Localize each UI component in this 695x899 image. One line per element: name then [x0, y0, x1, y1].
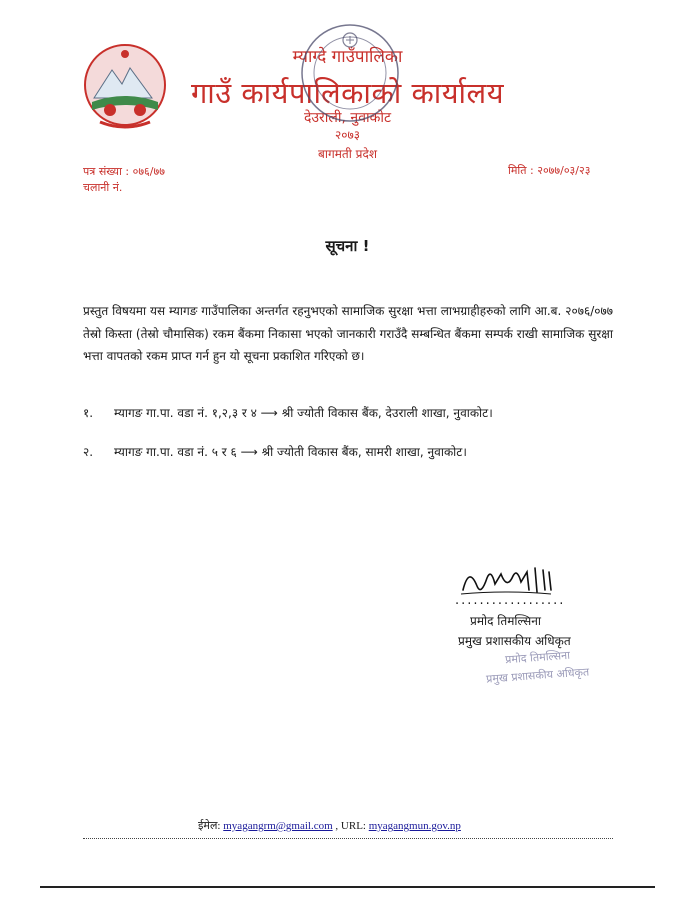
stamp-name: प्रमोद तिमल्सिना — [504, 648, 571, 667]
footer-divider — [83, 838, 613, 839]
notice-title: सूचना ! — [325, 237, 370, 255]
notice-body: प्रस्तुत विषयमा यस म्यागङ गाउँपालिका अन्तर्गत रहनुभएको सामाजिक सुरक्षा भत्ता लाभग्राहीहरुको लागि आ.ब. २०७६/०७७ तेस्रो किस्ता (तेस्रो चौमासिक) रकम बैंकमा निकासा भएको जानकारी गराउँदै सम्बन्धित बैंकमा सम्पर्क राखी सामाजिक सुरक्षा भत्ता वापतको रकम प्राप्त गर्न हुन यो सूचना प्रकाशित गरिएको छ। — [83, 304, 613, 363]
item-number: १. — [83, 406, 94, 420]
bank-info: श्री ज्योती विकास बैंक, सामरी शाखा, — [261, 445, 424, 459]
arrow-icon: ⟶ — [240, 445, 262, 459]
municipality-name: म्याग्दे गाउँपालिका — [292, 47, 403, 67]
dispatch-number: चलानी नं. — [83, 181, 123, 194]
page-bottom-rule — [40, 886, 655, 888]
website-link[interactable]: myagangmun.gov.np — [368, 820, 461, 832]
ward-info: म्यागङ गा.पा. वडा नं. ५ र ६ — [114, 445, 237, 459]
email-link[interactable]: myagangrm@gmail.com — [223, 820, 333, 832]
footer-contact — [198, 818, 461, 833]
signature-line: .................. — [455, 593, 566, 608]
list-item — [83, 402, 613, 424]
stamp-title: प्रमुख प्रशासकीय अधिकृत — [485, 665, 590, 686]
province-name: बागमती प्रदेश — [317, 147, 377, 161]
url-label: , URL: — [335, 820, 366, 832]
email-label: ईमेल: — [198, 820, 221, 832]
office-name: गाउँ कार्यपालिकाको कार्यालय — [190, 76, 505, 110]
signatory-title: प्रमुख प्रशासकीय अधिकृत — [458, 634, 571, 648]
office-address: देउराली, नुवाकोट — [303, 110, 392, 126]
office-seal-stamp — [295, 18, 405, 128]
list-item — [83, 441, 613, 463]
reference-number: पत्र संख्या : ०७६/७७ — [83, 165, 165, 178]
established-year: २०७३ — [335, 128, 360, 142]
arrow-icon: ⟶ — [260, 406, 282, 420]
bank-location: नुवाकोट। — [427, 445, 467, 459]
bank-location: नुवाकोट। — [453, 406, 493, 420]
letter-date: मिति : २०७७/०३/२३ — [508, 164, 591, 177]
item-number: २. — [83, 445, 94, 459]
ward-info: म्यागङ गा.पा. वडा नं. १,२,३ र ४ — [114, 406, 257, 420]
signatory-name: प्रमोद तिमल्सिना — [470, 614, 541, 628]
bank-info: श्री ज्योती विकास बैंक, देउराली शाखा, — [281, 406, 450, 420]
